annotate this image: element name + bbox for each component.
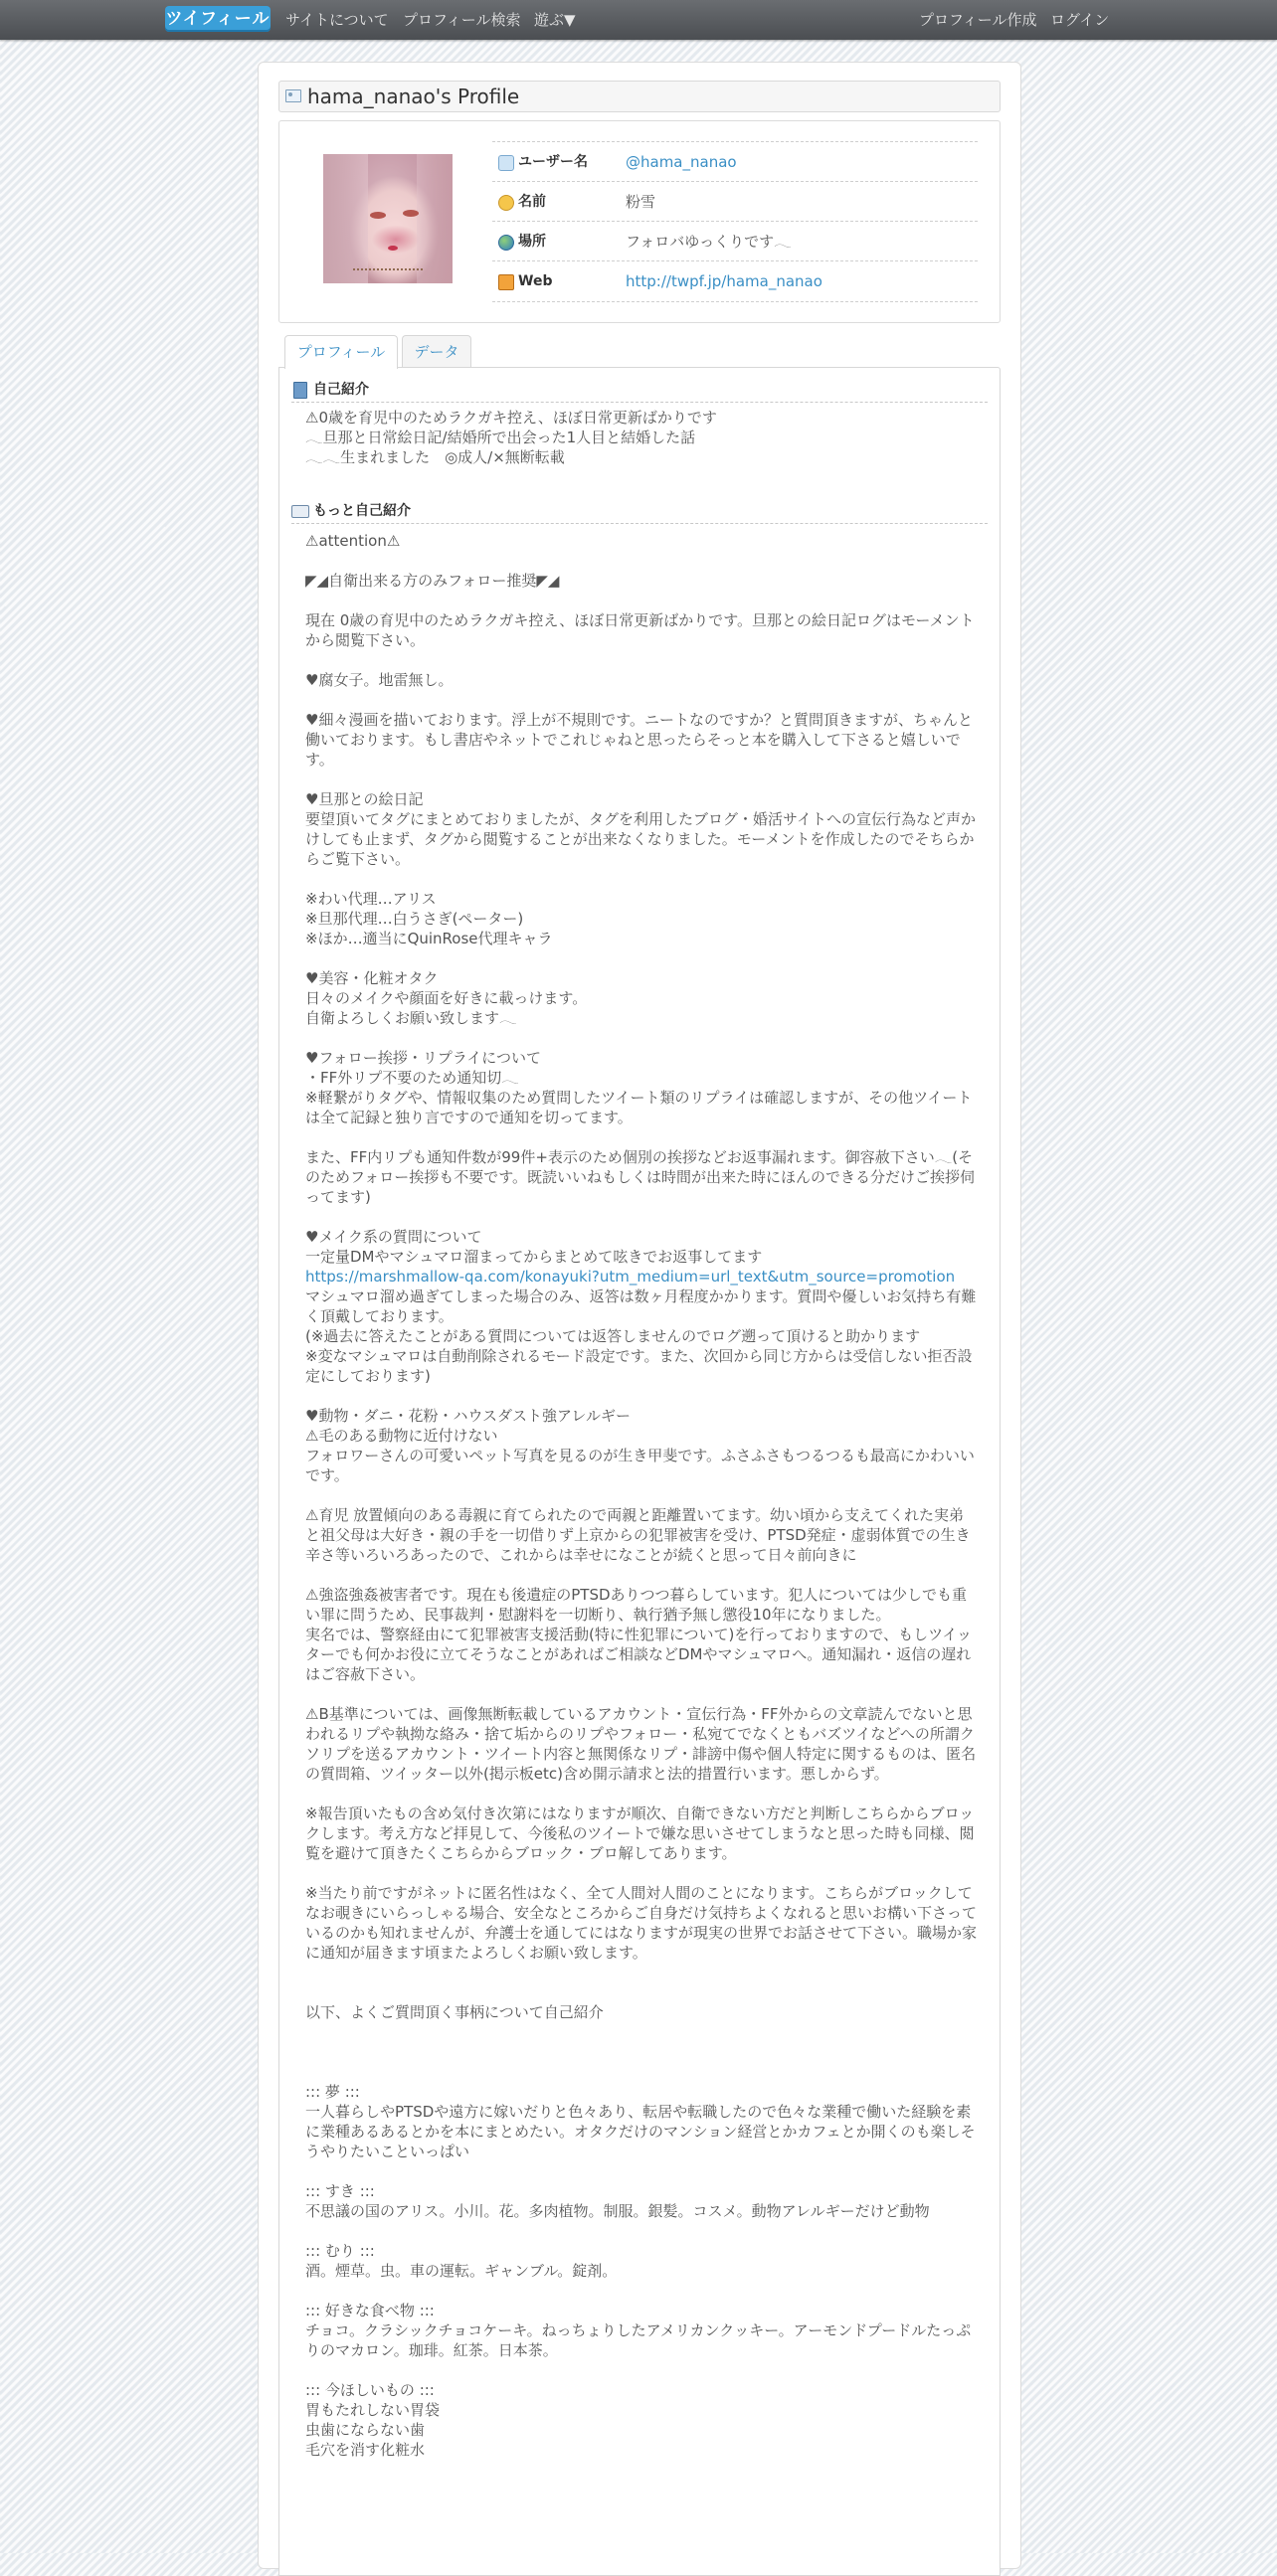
- profile-info-box: [278, 120, 1001, 323]
- section-more-header: [291, 499, 988, 524]
- more-intro-text: [305, 531, 978, 2460]
- profile-title: hama_nanao's Profile: [307, 85, 520, 108]
- site-logo[interactable]: ツイフィール: [165, 6, 271, 32]
- nav-play-menu[interactable]: 遊ぶ▼: [534, 11, 576, 29]
- info-label-web: Web: [518, 273, 553, 289]
- section-intro-title: 自己紹介: [313, 382, 369, 398]
- nav-profile-search[interactable]: プロフィール検索: [403, 11, 521, 29]
- info-label-name: 名前: [518, 194, 546, 210]
- open-book-icon: [291, 505, 309, 518]
- smiley-icon: [498, 195, 514, 211]
- more-intro-part1: ⚠︎attention⚠︎ ◤◢自衛出来る方のみフォロー推奨◤◢ 現在 0歳の育児中のためラクガキ控え、ほぼ日常更新ばかりです。旦那との絵日記ログはモーメントから閲覧下さい。 ♥腐女子。地雷無し。 ♥細々漫画を描いております。浮上が不規則です。ニートなのですか？と質問頂きますが、ちゃんと働いております。もし書店やネットでこれじゃねと思ったらそっと本を購入して下さると嬉しいです。 ♥旦那との絵日記 要望頂いてタグにまとめておりましたが、タグを利用したブログ・婚活サイトへの宣伝行為など声かけしても止まず、タグから閲覧することが出来なくなりました。モーメントを作成したのでそちらからご覧下さい。 ※わい代理…アリス ※旦那代理…白うさぎ(ペーター) ※ほか…適当にQuinRose代理キャラ ♥美容・化粧オタク 日々のメイクや顔面を好きに載っけます。 自衛よろしくお願い致します𓂃 ♥フォロー挨拶・リプライについて ・FF外リプ不要のため通知切𓂃 ※軽繋がりタグや、情報収集のため質問したツイート類のリプライは確認しますが、その他ツイートは全て記録と独り言ですので通知を切ってます。 また、FF内リプも通知件数が99件+表示のため個別の挨拶などお返事漏れます。御容赦下さい𓂃(そのためフォロー挨拶も不要です。既読いいねもしくは時間が出来た時にほんのできる分だけご挨拶伺ってます) ♥メイク系の質問について 一定量DMやマシュマロ溜まってからまとめて呟きでお返事してます: [305, 532, 976, 1266]
- username-link[interactable]: @hama_nanao: [626, 153, 737, 171]
- info-row-location: [492, 221, 978, 261]
- more-intro-part2: マシュマロ溜め過ぎてしまった場合のみ、返答は数ヶ月程度かかります。質問や優しいお気持ち有難く頂戴しております。 (※過去に答えたことがある質問については返答しませんのでログ遡って頂けると助かります ※変なマシュマロは自動削除されるモード設定です。また、次回から同じ方からは受信しない拒否設定にしております) ♥動物・ダニ・花粉・ハウスダスト強アレルギー ⚠︎毛のある動物に近付けない フォロワーさんの可愛いペット写真を見るのが生き甲斐です。ふさふさもつるつるも最高にかわいいです。 ⚠︎育児 放置傾向のある毒親に育てられたので両親と距離置いてます。幼い頃から支えてくれた実弟と祖父母は大好き・親の手を一切借りず上京からの犯罪被害を受け、PTSD発症・虚弱体質での生き辛さ等いろいろあったので、これからは幸せになことが続くと思って日々前向きに ⚠︎強盗強姦被害者です。現在も後遺症のPTSDありつつ暮らしています。犯人については少しでも重い罪に問うため、民事裁判・慰謝料を一切断り、執行猶予無し懲役10年になりました。 実名では、警察経由にて犯罪被害支援活動(特に性犯罪について)を行っておりますので、もしツイッターでも何かお役に立てそうなことがあればご相談などDMやマシュマロへ。通知漏れ・返信の遅れはご容赦下さい。 ⚠︎B基準については、画像無断転載しているアカウント・宣伝行為・FF外からの文章読んでないと思われるリプや執拗な絡み・捨て垢からのリプやフォロー・私宛てでなくともバズツイなどへの所謂クソリプを送るアカウント・ツイート内容と無関係なリプ・誹謗中傷や個人特定に関するものは、匿名の質問箱、ツイッター以外(掲示板etc)含め開示請求と法的措置行います。悪しからず。 ※報告頂いたもの含め気付き次第にはなりますが順次、自衛できない方だと判断しこちらからブロックします。考え方など拝見して、今後私のツイートで嫌な思いさせてしまうなと思った時も同様、閲覧を避けて頂きたくこちらからブロック・ブロ解してあります。 ※当たり前ですがネットに匿名性はなく、全て人間対人間のことになります。こちらがブロックしてなお覗きにいらっしゃる場合、安全なところからご自身だけ気持ちよくなれると思いお構い下さっているのかも知れませんが、弁護士を通してにはなりますが現実の世界でお話させて下さい。職場か家に通知が届きます頃またよろしくお願い致します。 以下、よくご質問頂く事柄について自己紹介 ::: 夢 ::: 一人暮らしやPTSDや遠方に嫁いだりと色々あり、転居や転職したので色々な業種で働いた経験を素に業種あるあるとかを本にまとめたい。オタクだけのマンション経営とかカフェとか開くのも楽しそうやりたいこといっぱい ::: すき ::: 不思議の国のアリス。小川。花。多肉植物。制服。銀髪。コスメ。動物アレルギーだけど動物 ::: むり ::: 酒。煙草。虫。車の運転。ギャンブル。錠剤。 ::: 好きな食べ物 ::: チョコ。クラシックチョコケーキ。ねっちょりしたアメリカンクッキー。アーモンドプードルたっぷりのマカロン。珈琲。紅茶。日本茶。 ::: 今ほしいもの ::: 胃もたれしない胃袋 虫歯にならない歯 毛穴を消す化粧水: [305, 1288, 978, 2459]
- intro-text: [305, 408, 978, 467]
- tab-profile[interactable]: プロフィール: [284, 335, 398, 369]
- info-row-web: [492, 260, 978, 302]
- info-row-username: [492, 141, 978, 182]
- speech-bubble-icon: [498, 155, 514, 171]
- nav-login[interactable]: ログイン: [1050, 11, 1110, 29]
- section-intro-header: [291, 378, 988, 403]
- nav-about[interactable]: サイトについて: [285, 11, 389, 29]
- profile-card: [258, 62, 1021, 2569]
- location-value: フォロバゆっくりです𓂃: [626, 233, 792, 251]
- info-row-name: [492, 181, 978, 222]
- book-icon: [293, 382, 307, 399]
- intro-line: 𓂃旦那と日常絵日記/結婚所で出会った1人目と結婚した話: [305, 429, 696, 446]
- web-link[interactable]: http://twpf.jp/hama_nanao: [626, 272, 822, 290]
- top-nav-bar: [0, 0, 1277, 40]
- tab-data[interactable]: データ: [402, 335, 471, 368]
- home-icon: [498, 274, 514, 290]
- globe-icon: [498, 235, 514, 251]
- info-label-location: 場所: [518, 234, 546, 250]
- name-value: 粉雪: [626, 193, 656, 211]
- intro-line: 𓂃𓂃生まれました ◎成人/×無断転載: [305, 448, 565, 466]
- intro-line: ⚠︎0歳を育児中のためラクガキ控え、ほぼ日常更新ばかりです: [305, 409, 717, 427]
- nav-create-profile[interactable]: プロフィール作成: [919, 11, 1037, 29]
- profile-card-icon: [285, 89, 301, 102]
- avatar[interactable]: [323, 154, 453, 283]
- profile-tab-panel: [278, 367, 1001, 2576]
- section-more-title: もっと自己紹介: [313, 503, 411, 519]
- info-label-username: ユーザー名: [518, 154, 588, 170]
- profile-header: [278, 81, 1001, 112]
- marshmallow-link[interactable]: https://marshmallow-qa.com/konayuki?utm_medium=url_text&utm_source=promotion: [305, 1268, 956, 1286]
